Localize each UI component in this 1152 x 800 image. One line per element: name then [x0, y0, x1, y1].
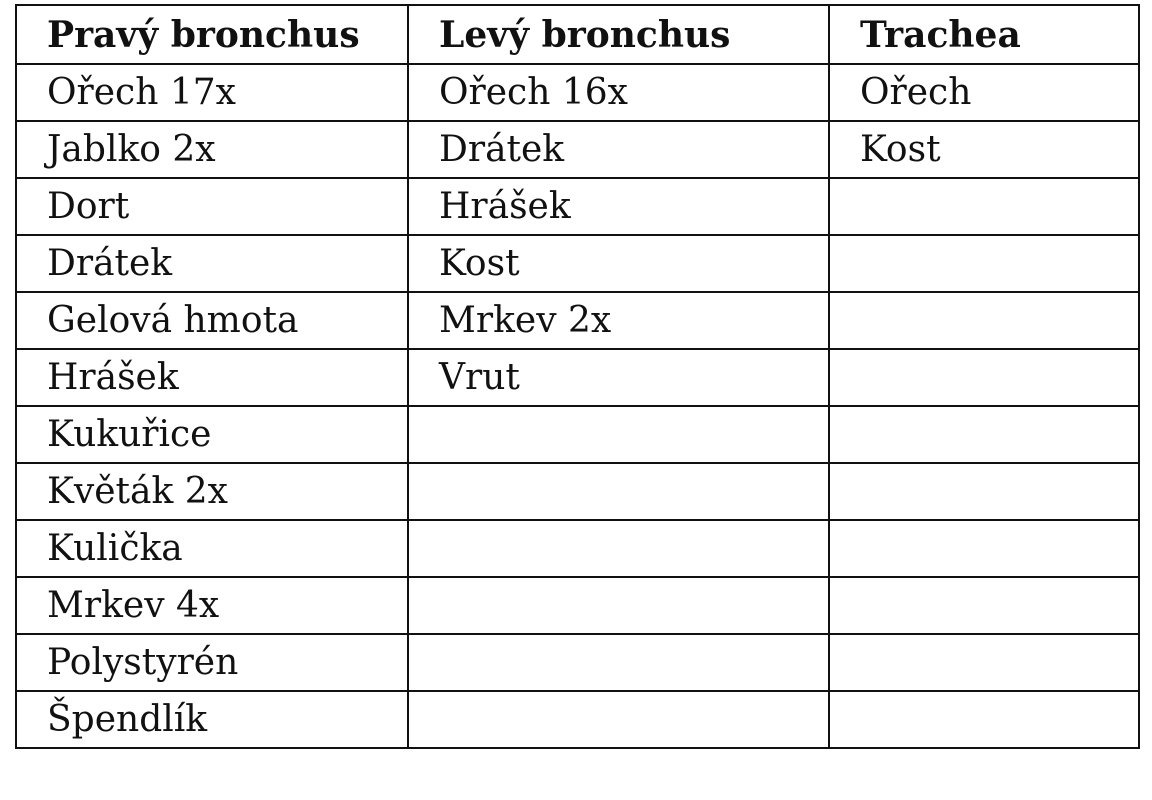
trachea-cell: Kost: [829, 121, 1139, 178]
left-bronchus-cell: Drátek: [408, 121, 829, 178]
table-body: [16, 64, 1139, 748]
left-bronchus-cell: [408, 520, 829, 577]
right-bronchus-cell: Dort: [16, 178, 408, 235]
header-right-bronchus: Pravý bronchus: [16, 5, 408, 64]
trachea-cell: [829, 178, 1139, 235]
table-row: [16, 520, 1139, 577]
trachea-cell: [829, 292, 1139, 349]
left-bronchus-cell: Hrášek: [408, 178, 829, 235]
trachea-cell: [829, 406, 1139, 463]
right-bronchus-cell: Mrkev 4x: [16, 577, 408, 634]
left-bronchus-cell: Vrut: [408, 349, 829, 406]
right-bronchus-cell: Kulička: [16, 520, 408, 577]
left-bronchus-cell: Ořech 16x: [408, 64, 829, 121]
table-row: [16, 178, 1139, 235]
left-bronchus-cell: [408, 691, 829, 748]
header-left-bronchus: Levý bronchus: [408, 5, 829, 64]
right-bronchus-cell: Ořech 17x: [16, 64, 408, 121]
table-row: [16, 64, 1139, 121]
table-row: [16, 691, 1139, 748]
right-bronchus-cell: Kukuřice: [16, 406, 408, 463]
table-row: [16, 235, 1139, 292]
right-bronchus-cell: Jablko 2x: [16, 121, 408, 178]
right-bronchus-cell: Špendlík: [16, 691, 408, 748]
left-bronchus-cell: Mrkev 2x: [408, 292, 829, 349]
table-row: [16, 463, 1139, 520]
left-bronchus-cell: Kost: [408, 235, 829, 292]
right-bronchus-cell: Gelová hmota: [16, 292, 408, 349]
foreign-bodies-table: [15, 4, 1140, 749]
trachea-cell: [829, 463, 1139, 520]
trachea-cell: Ořech: [829, 64, 1139, 121]
left-bronchus-cell: [408, 634, 829, 691]
trachea-cell: [829, 520, 1139, 577]
trachea-cell: [829, 634, 1139, 691]
right-bronchus-cell: Hrášek: [16, 349, 408, 406]
table-row: [16, 121, 1139, 178]
table-header: [16, 5, 1139, 64]
trachea-cell: [829, 691, 1139, 748]
header-trachea: Trachea: [829, 5, 1139, 64]
trachea-cell: [829, 577, 1139, 634]
table-row: [16, 577, 1139, 634]
trachea-cell: [829, 349, 1139, 406]
table-row: [16, 634, 1139, 691]
left-bronchus-cell: [408, 406, 829, 463]
table-row: [16, 349, 1139, 406]
left-bronchus-cell: [408, 577, 829, 634]
table-row: [16, 406, 1139, 463]
table-row: [16, 292, 1139, 349]
header-row: [16, 5, 1139, 64]
right-bronchus-cell: Květák 2x: [16, 463, 408, 520]
trachea-cell: [829, 235, 1139, 292]
right-bronchus-cell: Polystyrén: [16, 634, 408, 691]
right-bronchus-cell: Drátek: [16, 235, 408, 292]
left-bronchus-cell: [408, 463, 829, 520]
